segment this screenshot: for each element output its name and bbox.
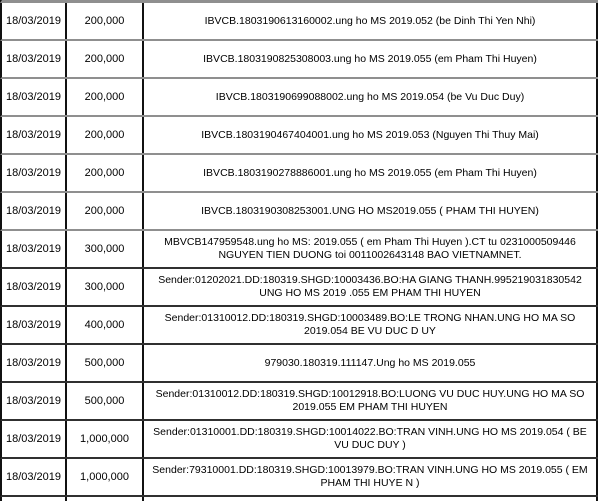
date-cell-partial [2,497,67,501]
amount-cell: 500,000 [67,345,144,381]
date-cell: 18/03/2019 [2,193,67,229]
date-cell: 18/03/2019 [2,155,67,191]
date-cell: 18/03/2019 [2,41,67,77]
description-cell: Sender:79310001.DD:180319.SHGD:10013979.BO:TRAN VINH.UNG HO MS 2019.055 ( EM PHAM THI HUYE N ) [144,459,598,495]
amount-cell: 1,000,000 [67,459,144,495]
description-cell: IBVCB.1803190699088002.ung ho MS 2019.054 (be Vu Duc Duy) [144,79,598,115]
table-row [0,155,598,193]
description-cell: IBVCB.1803190308253001.UNG HO MS2019.055 ( PHAM THI HUYEN) [144,193,598,229]
table-row [0,117,598,155]
table-row [0,421,598,459]
table-row [0,345,598,383]
date-cell: 18/03/2019 [2,345,67,381]
amount-cell: 300,000 [67,231,144,267]
description-cell: 979030.180319.111147.Ung ho MS 2019.055 [144,345,598,381]
date-cell: 18/03/2019 [2,383,67,419]
amount-cell: 200,000 [67,79,144,115]
date-cell: 18/03/2019 [2,79,67,115]
table-row [0,79,598,117]
clipped-row-bottom [0,497,598,501]
table-row [0,41,598,79]
amount-cell-partial [67,497,144,501]
date-cell: 18/03/2019 [2,459,67,495]
description-cell: IBVCB.1803190825308003.ung ho MS 2019.055 (em Pham Thi Huyen) [144,41,598,77]
date-cell: 18/03/2019 [2,307,67,343]
date-cell: 18/03/2019 [2,269,67,305]
table-row [0,193,598,231]
date-cell: 18/03/2019 [2,3,67,39]
amount-cell: 400,000 [67,307,144,343]
table-row [0,231,598,269]
description-cell: Sender:01310012.DD:180319.SHGD:10003489.BO:LE TRONG NHAN.UNG HO MA SO 2019.054 BE VU DUC D UY [144,307,598,343]
date-cell: 18/03/2019 [2,231,67,267]
description-cell: Sender:01310001.DD:180319.SHGD:10014022.BO:TRAN VINH.UNG HO MS 2019.054 ( BE VU DUC DUY ) [144,421,598,457]
description-cell: IBVCB.1803190467404001.ung ho MS 2019.053 (Nguyen Thi Thuy Mai) [144,117,598,153]
description-cell-partial [144,497,598,501]
amount-cell: 200,000 [67,117,144,153]
description-cell: Sender:01310012.DD:180319.SHGD:10012918.BO:LUONG VU DUC HUY.UNG HO MA SO 2019.055 EM PHAM THI HUYEN [144,383,598,419]
amount-cell: 200,000 [67,41,144,77]
date-cell: 18/03/2019 [2,421,67,457]
description-cell: IBVCB.1803190613160002.ung ho MS 2019.052 (be Dinh Thi Yen Nhi) [144,3,598,39]
amount-cell: 200,000 [67,155,144,191]
table-row [0,307,598,345]
table-row [0,459,598,497]
amount-cell: 500,000 [67,383,144,419]
table-rows [0,3,598,497]
amount-cell: 1,000,000 [67,421,144,457]
table-row [0,3,598,41]
table-row [0,383,598,421]
table-row [0,269,598,307]
date-cell: 18/03/2019 [2,117,67,153]
amount-cell: 200,000 [67,193,144,229]
description-cell: IBVCB.1803190278886001.ung ho MS 2019.055 (em Pham Thi Huyen) [144,155,598,191]
amount-cell: 300,000 [67,269,144,305]
description-cell: Sender:01202021.DD:180319.SHGD:10003436.BO:HA GIANG THANH.995219031830542 UNG HO MS 2019 .055 EM PHAM THI HUYEN [144,269,598,305]
description-cell: MBVCB147959548.ung ho MS: 2019.055 ( em Pham Thi Huyen ).CT tu 0231000509446 NGUYEN TIEN DUONG toi 0011002643148 BAO VIETNAMNET. [144,231,598,267]
amount-cell: 200,000 [67,3,144,39]
